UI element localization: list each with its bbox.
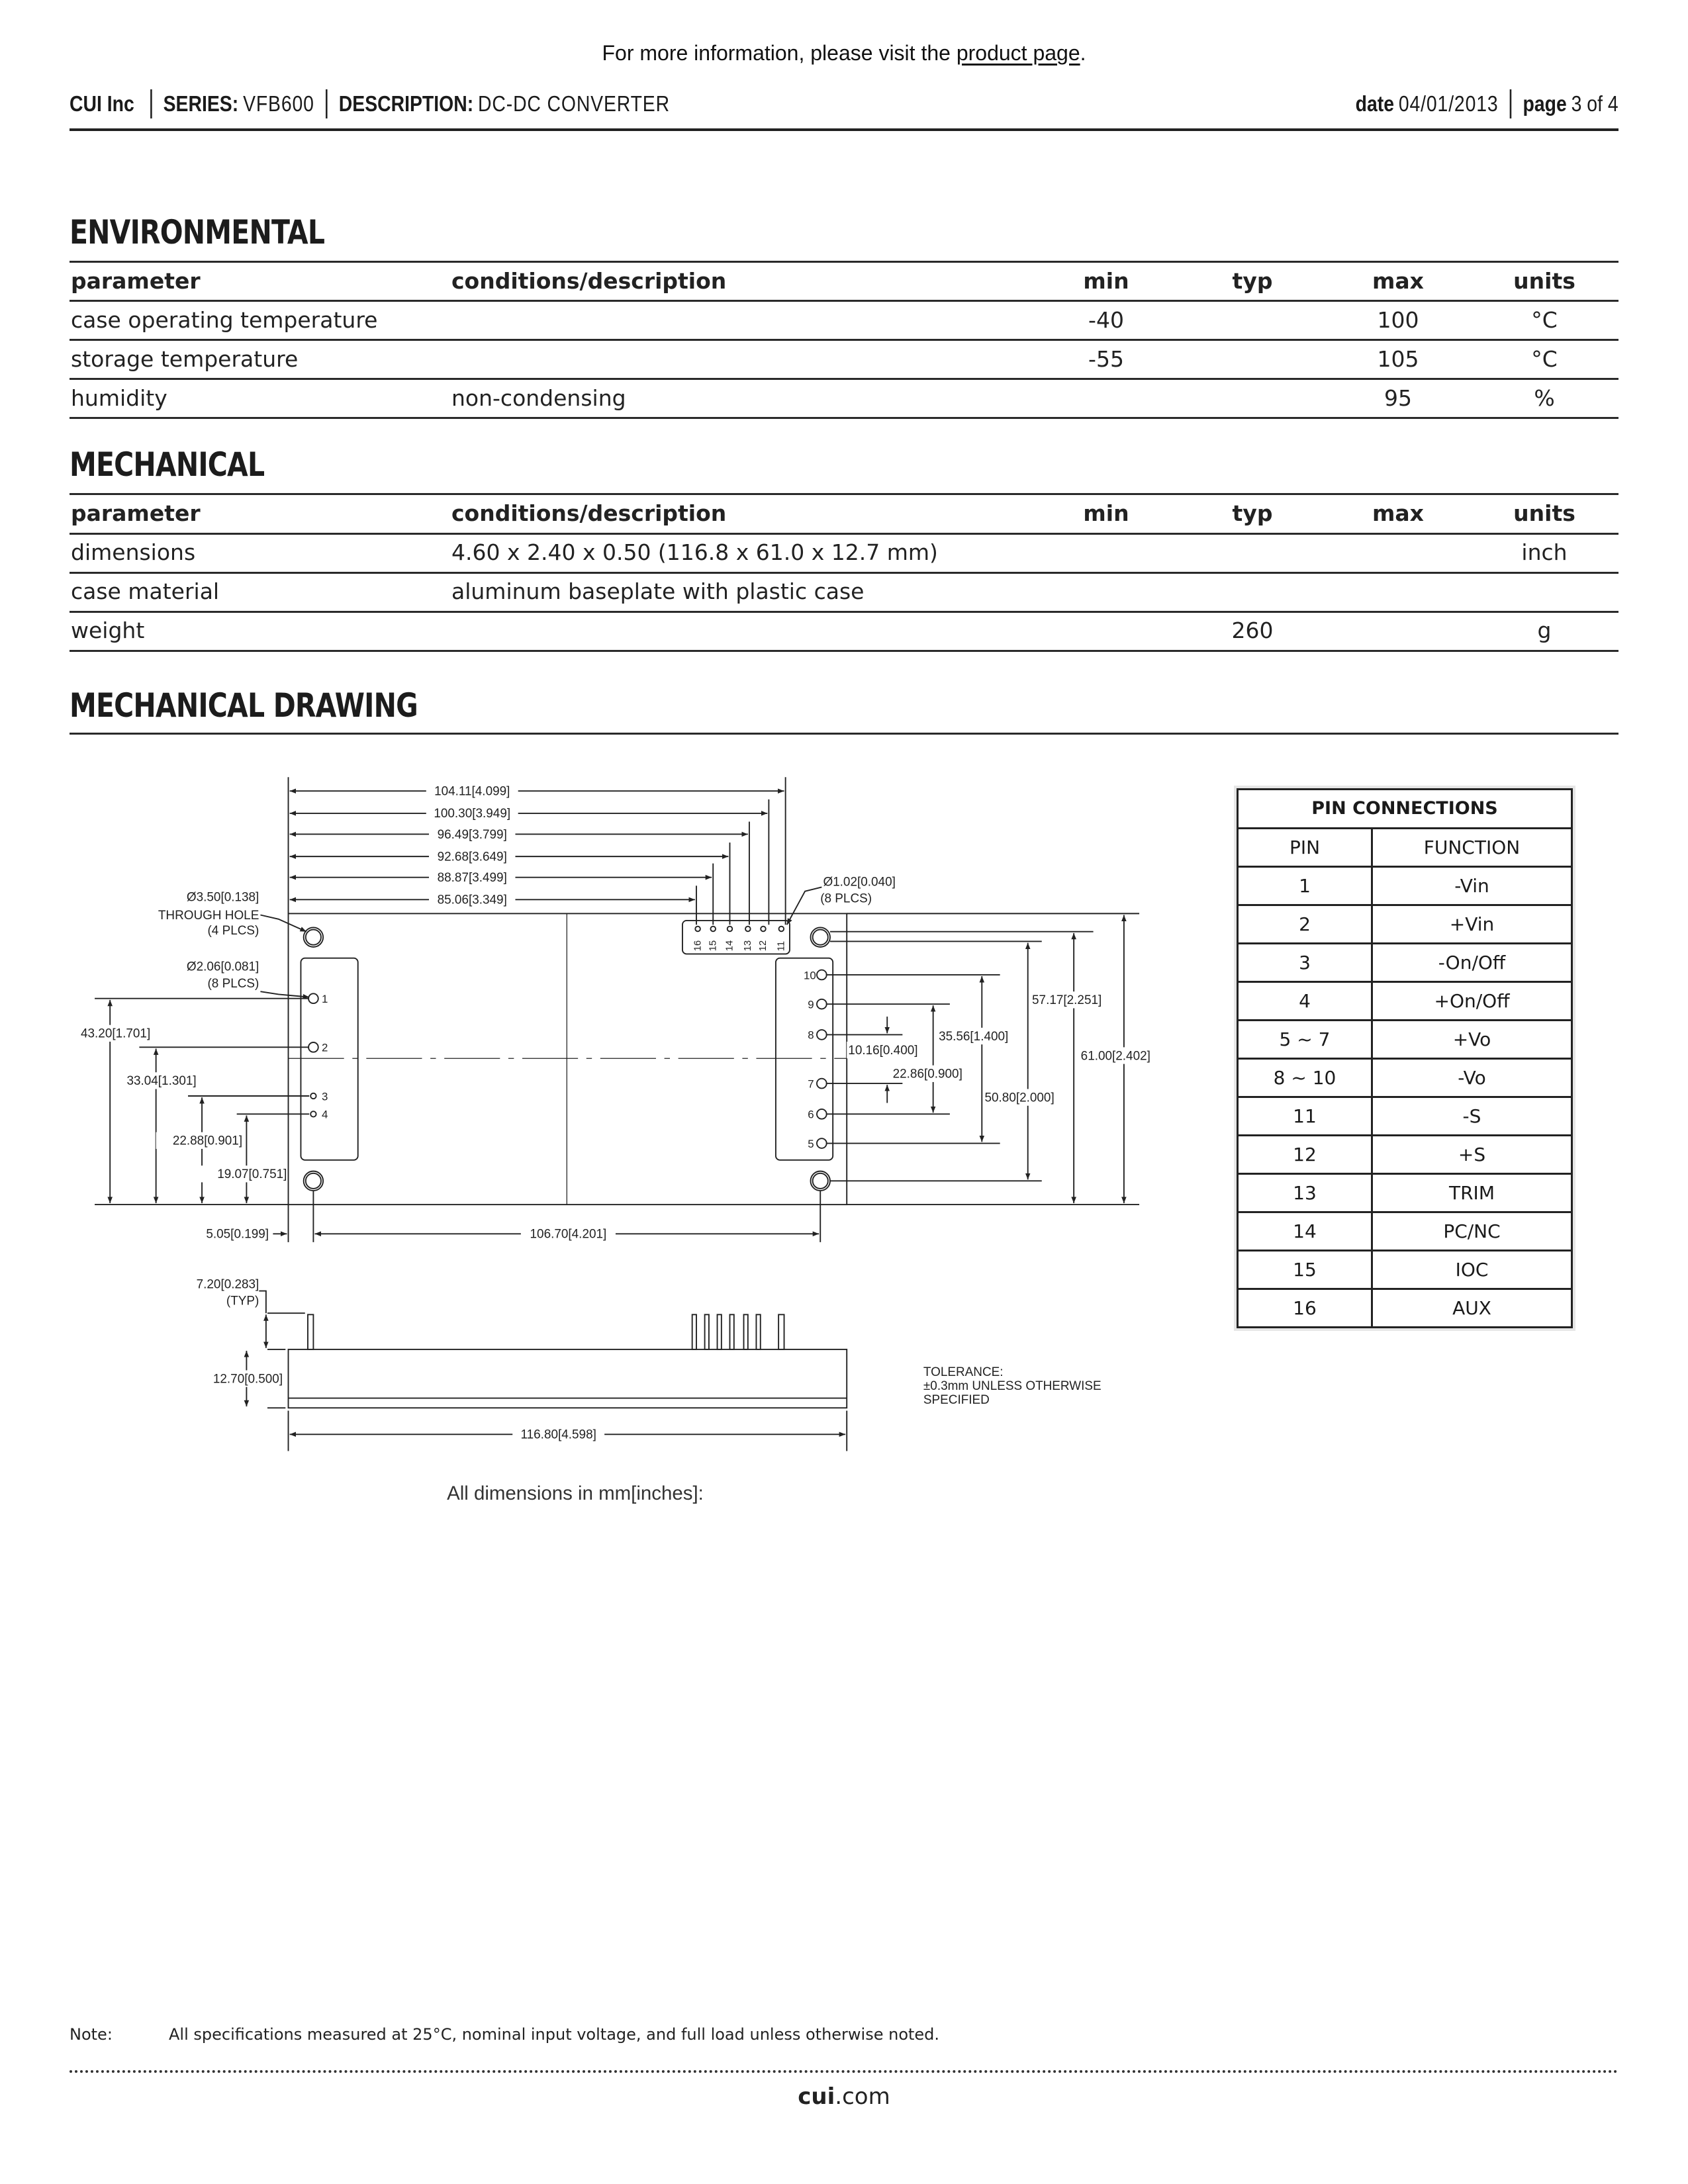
table-row	[1239, 944, 1571, 983]
pin-cell: 13	[1239, 1175, 1373, 1211]
pin-number: 14	[724, 940, 735, 952]
table-row	[1239, 1175, 1571, 1213]
env-row-units: %	[1534, 385, 1555, 411]
units-caption: All dimensions in mm[inches]:	[447, 1482, 704, 1505]
pin-number: 10	[803, 969, 816, 982]
function-cell: -S	[1462, 1105, 1481, 1127]
function-cell: -On/Off	[1438, 952, 1506, 974]
env-row-units: °C	[1531, 346, 1558, 372]
table-row	[1239, 1021, 1571, 1060]
through-hole-label: Ø3.50[0.138]	[186, 890, 259, 905]
col-header-max: max	[1372, 268, 1424, 294]
footer-note	[70, 2025, 940, 2044]
dim-label: 22.88[0.901]	[172, 1134, 243, 1148]
dimension-labels	[67, 783, 1166, 1505]
mech-row-parameter: weight	[71, 617, 145, 643]
env-row-parameter: humidity	[71, 385, 167, 411]
pin-number: 7	[808, 1077, 814, 1091]
table-row	[1239, 1098, 1571, 1136]
env-row-min: -40	[1088, 307, 1124, 333]
top-notice-suffix: .	[1080, 41, 1086, 65]
pin-cell: 16	[1239, 1290, 1373, 1326]
col-header-units: units	[1513, 268, 1575, 294]
dim-label: 5.05[0.199]	[206, 1227, 269, 1242]
through-hole-label: THROUGH HOLE	[158, 908, 259, 923]
pin-cell: 1	[1239, 868, 1373, 904]
table-row	[1239, 1213, 1571, 1251]
section-title-mechanical: MECHANICAL	[70, 445, 265, 484]
pin-number: 12	[758, 940, 769, 952]
dim-label: 7.20[0.283]	[196, 1277, 259, 1292]
pin-cell: 11	[1239, 1098, 1373, 1134]
pin-number: 16	[692, 940, 704, 952]
site-name-bold: cui	[798, 2083, 835, 2110]
description-label: DESCRIPTION:	[338, 91, 474, 116]
dim-label: 22.86[0.900]	[892, 1067, 962, 1081]
dim-label: 100.30[3.949]	[434, 807, 511, 821]
pin-number: 3	[322, 1090, 328, 1103]
function-cell: -Vin	[1454, 875, 1489, 897]
env-row-max: 95	[1384, 385, 1412, 411]
pin-cell: 14	[1239, 1213, 1373, 1250]
note-text: All specifications measured at 25°C, nominal input voltage, and full load unless otherwise noted.	[169, 2025, 940, 2044]
footer-site[interactable]	[0, 2083, 1688, 2110]
product-page-link[interactable]: product page	[956, 41, 1080, 65]
description-value: DC-DC CONVERTER	[478, 91, 670, 116]
page-value: 3 of 4	[1571, 91, 1618, 116]
footer-dotted-rule	[70, 2070, 1618, 2073]
function-cell: +Vo	[1452, 1028, 1491, 1050]
pin-number: 1	[322, 993, 328, 1006]
col-header-conditions: conditions/description	[451, 268, 727, 294]
pin-number: 2	[322, 1041, 328, 1054]
pin-cell: 5 ~ 7	[1239, 1021, 1373, 1058]
pin-cell: 8 ~ 10	[1239, 1060, 1373, 1096]
pin-table-title: PIN CONNECTIONS	[1239, 790, 1571, 829]
dim-label: 85.06[3.349]	[437, 893, 507, 907]
env-row-parameter: storage temperature	[71, 346, 299, 372]
env-row-min: -55	[1088, 346, 1124, 372]
tolerance-note: SPECIFIED	[923, 1392, 990, 1407]
dim-label: 50.80[2.000]	[984, 1091, 1055, 1105]
pin-number: 13	[743, 940, 754, 952]
dim-label: 104.11[4.099]	[434, 784, 510, 799]
mech-row-conditions: 4.60 x 2.40 x 0.50 (116.8 x 61.0 x 12.7 mm)	[451, 539, 938, 565]
section-title-mechanical-drawing: MECHANICAL DRAWING	[70, 686, 418, 725]
pin-cell: 3	[1239, 944, 1373, 981]
function-cell: -Vo	[1458, 1067, 1486, 1089]
dim-label: 33.04[1.301]	[126, 1074, 197, 1089]
pin-number: 11	[776, 940, 787, 952]
series-label: SERIES:	[163, 91, 239, 116]
env-row-parameter: case operating temperature	[71, 307, 378, 333]
pin-number: 4	[322, 1108, 328, 1121]
tolerance-note: TOLERANCE:	[923, 1365, 1004, 1379]
dim-label: 106.70[4.201]	[530, 1227, 607, 1242]
function-cell: +Vin	[1449, 913, 1495, 935]
date-label: date	[1355, 91, 1395, 116]
mech-row-conditions: aluminum baseplate with plastic case	[451, 578, 865, 604]
pin-cell: 15	[1239, 1251, 1373, 1288]
mech-row-parameter: dimensions	[71, 539, 196, 565]
col-header-conditions: conditions/description	[451, 500, 727, 526]
dim-label: 61.00[2.402]	[1080, 1049, 1150, 1064]
dim-label: 92.68[3.649]	[437, 850, 507, 864]
col-header-min: min	[1083, 268, 1129, 294]
dim-label: 10.16[0.400]	[848, 1043, 918, 1058]
mech-row-units: g	[1537, 617, 1552, 643]
env-row-units: °C	[1531, 307, 1558, 333]
pin-number: 9	[808, 998, 814, 1011]
pin-connections-table	[1237, 788, 1573, 1328]
pin-number: 15	[708, 940, 719, 952]
top-view-outline	[289, 913, 847, 1205]
pin-hole-label: Ø2.06[0.081]	[186, 960, 259, 974]
pin-hole-label: (8 PLCS)	[207, 976, 259, 991]
pin-number: 5	[808, 1137, 814, 1150]
site-name-suffix: .com	[835, 2083, 890, 2110]
col-header-function: FUNCTION	[1423, 837, 1521, 858]
dim-label: 35.56[1.400]	[939, 1029, 1009, 1044]
function-cell: +On/Off	[1434, 990, 1510, 1012]
function-cell: +S	[1458, 1144, 1486, 1165]
mech-row-typ: 260	[1231, 617, 1274, 643]
note-label: Note:	[70, 2025, 113, 2044]
page-label: page	[1523, 91, 1568, 116]
col-header-units: units	[1513, 500, 1575, 526]
col-header-max: max	[1372, 500, 1424, 526]
mech-row-parameter: case material	[71, 578, 220, 604]
pin-hole-label: Ø1.02[0.040]	[823, 875, 896, 889]
table-row	[1239, 983, 1571, 1021]
pin-table-header	[1239, 829, 1571, 868]
pin-hole-label: (8 PLCS)	[820, 891, 872, 906]
pin-number: 6	[808, 1108, 814, 1121]
env-row-max: 105	[1377, 346, 1419, 372]
pin-cell: 4	[1239, 983, 1373, 1019]
dim-label: 12.70[0.500]	[212, 1372, 283, 1387]
table-row	[1239, 1136, 1571, 1175]
company-name: CUI Inc	[70, 91, 134, 116]
dim-label: 43.20[1.701]	[81, 1026, 151, 1041]
table-row	[1239, 1060, 1571, 1098]
function-cell: TRIM	[1449, 1182, 1495, 1204]
table-row	[1239, 1290, 1571, 1326]
table-row	[1239, 868, 1571, 906]
col-header-min: min	[1083, 500, 1129, 526]
date-value: 04/01/2013	[1399, 91, 1499, 116]
env-row-conditions: non-condensing	[451, 385, 626, 411]
col-header-typ: typ	[1232, 268, 1273, 294]
col-header-parameter: parameter	[71, 500, 201, 526]
function-cell: IOC	[1455, 1259, 1489, 1281]
section-title-environmental: ENVIRONMENTAL	[70, 213, 325, 251]
pin-cell: 2	[1239, 906, 1373, 942]
col-header-pin: PIN	[1239, 829, 1373, 866]
pin-cell: 12	[1239, 1136, 1373, 1173]
tolerance-note: ±0.3mm UNLESS OTHERWISE	[923, 1379, 1102, 1393]
series-value: VFB600	[243, 91, 314, 116]
through-hole-label: (4 PLCS)	[207, 923, 259, 938]
table-row	[1239, 906, 1571, 944]
pin-number: 8	[808, 1028, 814, 1042]
dim-label: 19.07[0.751]	[217, 1167, 287, 1182]
col-header-typ: typ	[1232, 500, 1273, 526]
top-notice-text: For more information, please visit the	[602, 41, 957, 65]
env-row-max: 100	[1377, 307, 1419, 333]
table-row	[1239, 1251, 1571, 1290]
function-cell: PC/NC	[1443, 1220, 1501, 1242]
col-header-parameter: parameter	[71, 268, 201, 294]
dim-label: (TYP)	[226, 1294, 259, 1308]
mech-row-units: inch	[1521, 539, 1568, 565]
function-cell: AUX	[1452, 1297, 1491, 1319]
dim-label: 57.17[2.251]	[1032, 993, 1102, 1008]
dim-label: 116.80[4.598]	[520, 1428, 596, 1442]
dim-label: 88.87[3.499]	[437, 870, 507, 885]
dim-label: 96.49[3.799]	[437, 827, 507, 842]
